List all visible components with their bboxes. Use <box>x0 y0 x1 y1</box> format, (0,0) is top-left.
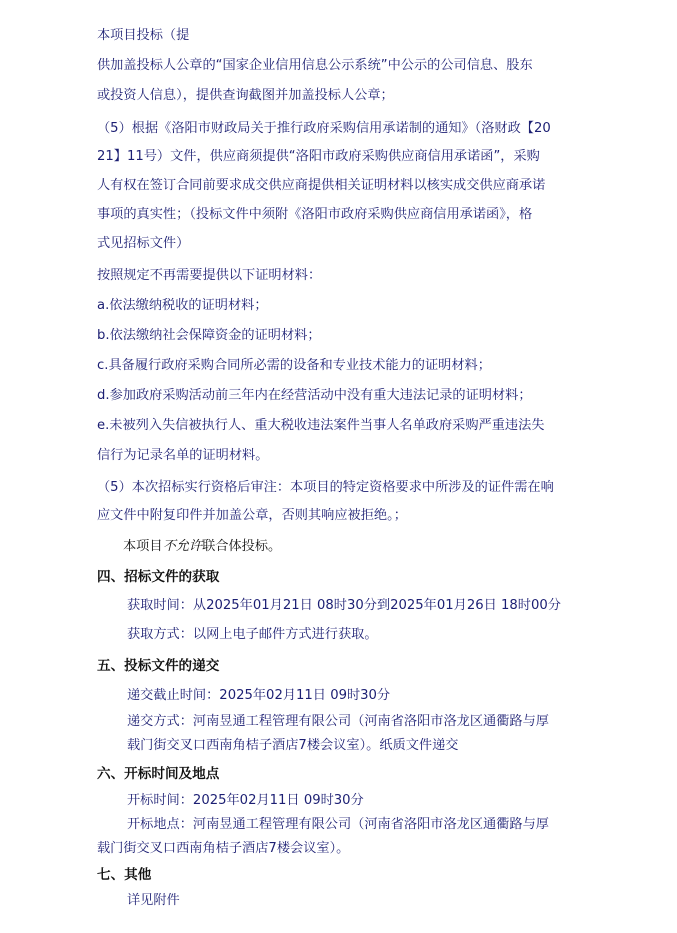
text-line: e.未被列入失信被执行人、重大税收违法案件当事人名单政府采购严重违法失 <box>97 418 545 433</box>
section-heading-7: 七、其他 <box>97 867 152 883</box>
submit-method: 递交方式：河南昱通工程管理有限公司（河南省洛阳市洛龙区通衢路与厚 <box>127 714 549 729</box>
text-line: 式见招标文件） <box>97 236 190 251</box>
other-detail: 详见附件 <box>127 893 180 908</box>
consortium-suffix: 联合体投标。 <box>202 539 282 554</box>
submit-deadline: 递交截止时间：2025年02月11日 09时30分 <box>127 688 391 703</box>
text-line: 信行为记录名单的证明材料。 <box>97 448 269 463</box>
section-heading-5: 五、投标文件的递交 <box>97 658 220 674</box>
consortium-prefix: 本项目 <box>123 539 163 554</box>
submit-method-cont: 载门街交叉口西南角桔子酒店7楼会议室）。纸质文件递交 <box>127 738 459 753</box>
section-heading-6: 六、开标时间及地点 <box>97 766 220 782</box>
text-line: 事项的真实性；（投标文件中须附《洛阳市政府采购供应商信用承诺函》，格 <box>97 207 533 222</box>
consortium-line <box>123 538 281 556</box>
text-line: （5）本次招标实行资格后审注：本项目的特定资格要求中所涉及的证件需在响 <box>97 480 554 495</box>
text-line: （5）根据《洛阳市财政局关于推行政府采购信用承诺制的通知》（洛财政【20 <box>97 121 551 136</box>
text-line: d.参加政府采购活动前三年内在经营活动中没有重大违法记录的证明材料； <box>97 388 532 403</box>
opening-place: 开标地点：河南昱通工程管理有限公司（河南省洛阳市洛龙区通衢路与厚 <box>127 817 549 832</box>
text-line: 按照规定不再需要提供以下证明材料： <box>97 268 322 283</box>
text-line: 供加盖投标人公章的“国家企业信用信息公示系统”中公示的公司信息、股东 <box>97 58 533 73</box>
consortium-emphasis: 不允许 <box>162 539 203 554</box>
section-heading-4: 四、招标文件的获取 <box>97 569 220 585</box>
text-line: 人有权在签订合同前要求成交供应商提供相关证明材料以核实成交供应商承诺 <box>97 178 546 193</box>
text-line: c.具备履行政府采购合同所必需的设备和专业技术能力的证明材料； <box>97 358 491 373</box>
opening-time: 开标时间：2025年02月11日 09时30分 <box>127 793 364 808</box>
text-line: 或投资人信息），提供查询截图并加盖投标人公章； <box>97 88 394 103</box>
opening-place-cont: 载门街交叉口西南角桔子酒店7楼会议室）。 <box>97 841 350 856</box>
text-line: b.依法缴纳社会保障资金的证明材料； <box>97 328 321 343</box>
acquire-time: 获取时间：从2025年01月21日 08时30分到2025年01月26日 18时00分 <box>127 598 561 613</box>
acquire-method: 获取方式：以网上电子邮件方式进行获取。 <box>127 627 378 642</box>
text-line: a.依法缴纳税收的证明材料； <box>97 298 268 313</box>
text-line: 应文件中附复印件并加盖公章，否则其响应被拒绝。； <box>97 508 407 523</box>
text-line: 21】11号）文件，供应商须提供“洛阳市政府采购供应商信用承诺函”，采购 <box>97 149 540 164</box>
text-line: 本项目投标（提 <box>97 28 190 43</box>
